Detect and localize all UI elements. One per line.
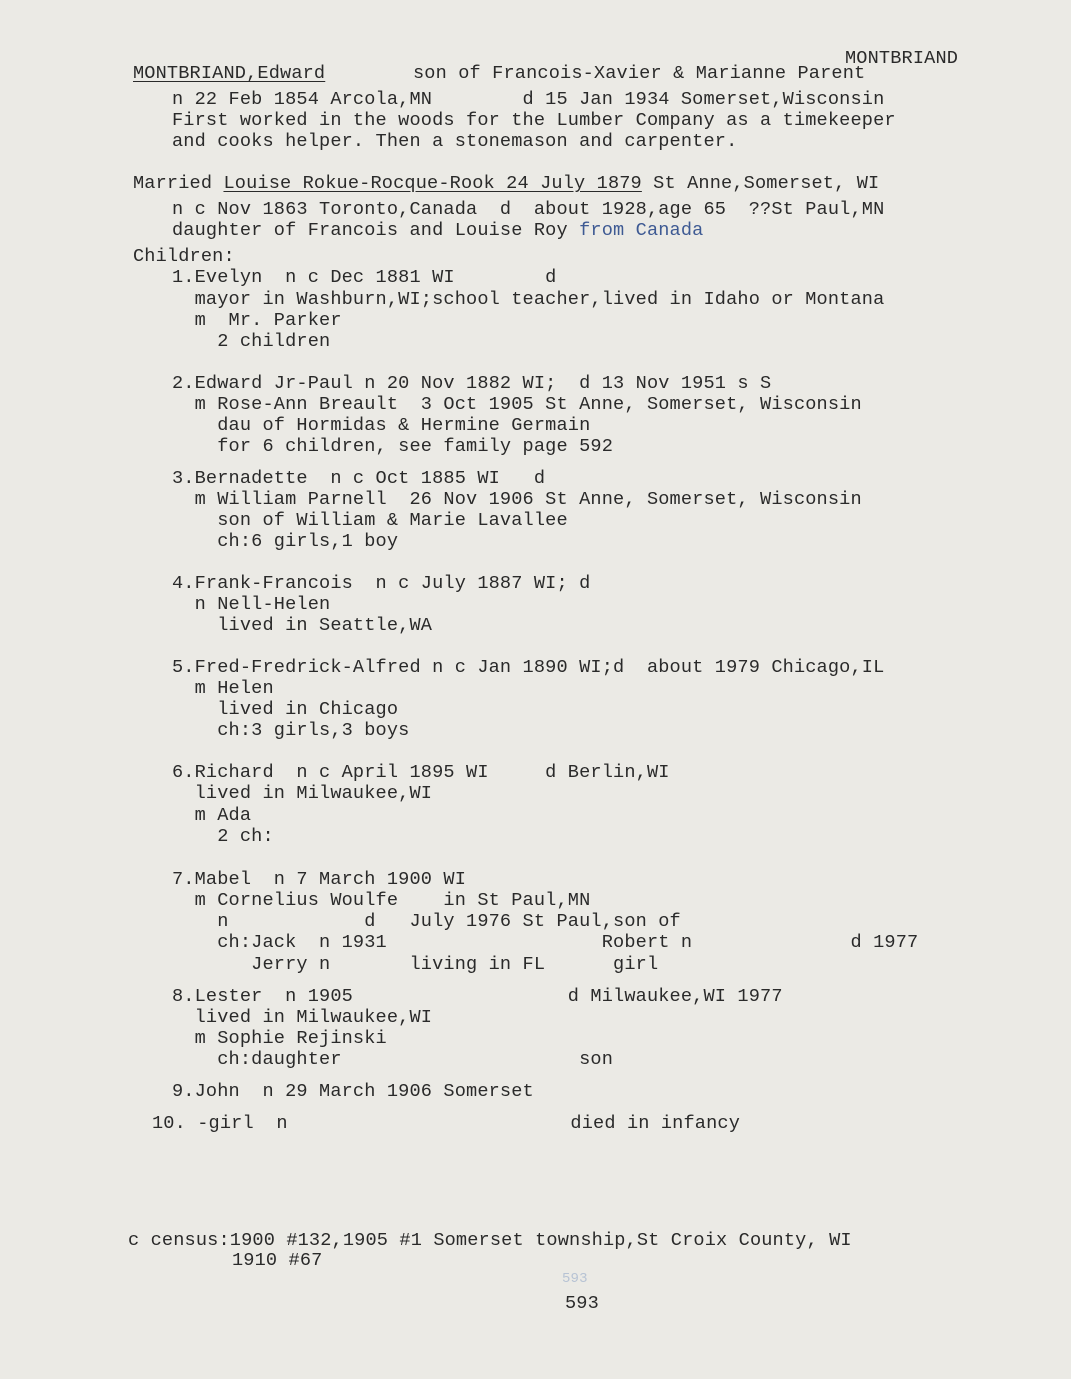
child-5-line-4: ch:3 girls,3 boys (172, 720, 410, 741)
child-3-line-1: 3.Bernadette n c Oct 1885 WI d (172, 468, 546, 489)
child-6-line-2: lived in Milwaukee,WI (172, 783, 433, 804)
subject-occupation-line-1: First worked in the woods for the Lumber Company as a timekeeper (172, 110, 896, 131)
subject-name-text: MONTBRIAND,Edward (133, 63, 326, 84)
child-7-line-3: n d July 1976 St Paul,son of (172, 911, 681, 932)
child-5-line-3: lived in Chicago (172, 699, 399, 720)
subject-birth-death: n 22 Feb 1854 Arcola,MN d 15 Jan 1934 Somerset,Wisconsin (172, 89, 885, 110)
census-line-2: 1910 #67 (232, 1250, 323, 1271)
child-7-line-2: m Cornelius Woulfe in St Paul,MN (172, 890, 591, 911)
spouse-parents-typed: daughter of Francois and Louise Roy (172, 220, 580, 241)
marriage-place: St Anne,Somerset, WI (641, 173, 880, 194)
child-2-line-4: for 6 children, see family page 592 (172, 436, 614, 457)
child-1-line-4: 2 children (172, 331, 331, 352)
subject-name (133, 63, 325, 85)
child-8-line-1: 8.Lester n 1905 d Milwaukee,WI 1977 (172, 986, 783, 1007)
child-3-line-4: ch:6 girls,1 boy (172, 531, 399, 552)
spouse-parents (172, 220, 703, 242)
child-5-line-1: 5.Fred-Fredrick-Alfred n c Jan 1890 WI;d about 1979 Chicago,IL (172, 657, 885, 678)
children-label: Children: (133, 246, 235, 267)
child-8-line-2: lived in Milwaukee,WI (172, 1007, 433, 1028)
marriage-spouse-date: Louise Rokue-Rocque-Rook 24 July 1879 (223, 173, 642, 194)
child-7-line-5: Jerry n living in FL girl (172, 954, 659, 975)
child-2-line-3: dau of Hormidas & Hermine Germain (172, 415, 591, 436)
marriage-line (133, 173, 879, 195)
child-4-line-1: 4.Frank-Francois n c July 1887 WI; d (172, 573, 591, 594)
child-10-line-1: 10. -girl n died in infancy (152, 1113, 741, 1134)
child-6-line-4: 2 ch: (172, 826, 274, 847)
spouse-parents-handwritten: from Canada (579, 220, 704, 241)
child-8-line-3: m Sophie Rejinski (172, 1028, 387, 1049)
faint-page-stamp: 593 (562, 1271, 588, 1287)
child-7-line-1: 7.Mabel n 7 March 1900 WI (172, 869, 467, 890)
child-2-line-1: 2.Edward Jr-Paul n 20 Nov 1882 WI; d 13 Nov 1951 s S (172, 373, 772, 394)
child-4-line-2: n Nell-Helen (172, 594, 331, 615)
child-4-line-3: lived in Seattle,WA (172, 615, 433, 636)
child-2-line-2: m Rose-Ann Breault 3 Oct 1905 St Anne, Somerset, Wisconsin (172, 394, 862, 415)
page-header: MONTBRIAND (845, 48, 959, 69)
child-6-line-1: 6.Richard n c April 1895 WI d Berlin,WI (172, 762, 670, 783)
child-5-line-2: m Helen (172, 678, 274, 699)
subject-parents: son of Francois-Xavier & Marianne Parent (413, 63, 866, 84)
child-7-line-4: ch:Jack n 1931 Robert n d 1977 (172, 932, 919, 953)
child-3-line-3: son of William & Marie Lavallee (172, 510, 568, 531)
page-number: 593 (565, 1293, 599, 1314)
subject-occupation-line-2: and cooks helper. Then a stonemason and carpenter. (172, 131, 738, 152)
spouse-dates: n c Nov 1863 Toronto,Canada d about 1928,age 65 ??St Paul,MN (172, 199, 885, 220)
marriage-prefix: Married (133, 173, 224, 194)
child-3-line-2: m William Parnell 26 Nov 1906 St Anne, Somerset, Wisconsin (172, 489, 862, 510)
census-line-1: c census:1900 #132,1905 #1 Somerset township,St Croix County, WI (128, 1230, 852, 1251)
child-8-line-4: ch:daughter son (172, 1049, 614, 1070)
child-9-line-1: 9.John n 29 March 1906 Somerset (172, 1081, 534, 1102)
child-1-line-3: m Mr. Parker (172, 310, 342, 331)
child-1-line-1: 1.Evelyn n c Dec 1881 WI d (172, 267, 557, 288)
child-6-line-3: m Ada (172, 805, 252, 826)
child-1-line-2: mayor in Washburn,WI;school teacher,lived in Idaho or Montana (172, 289, 885, 310)
